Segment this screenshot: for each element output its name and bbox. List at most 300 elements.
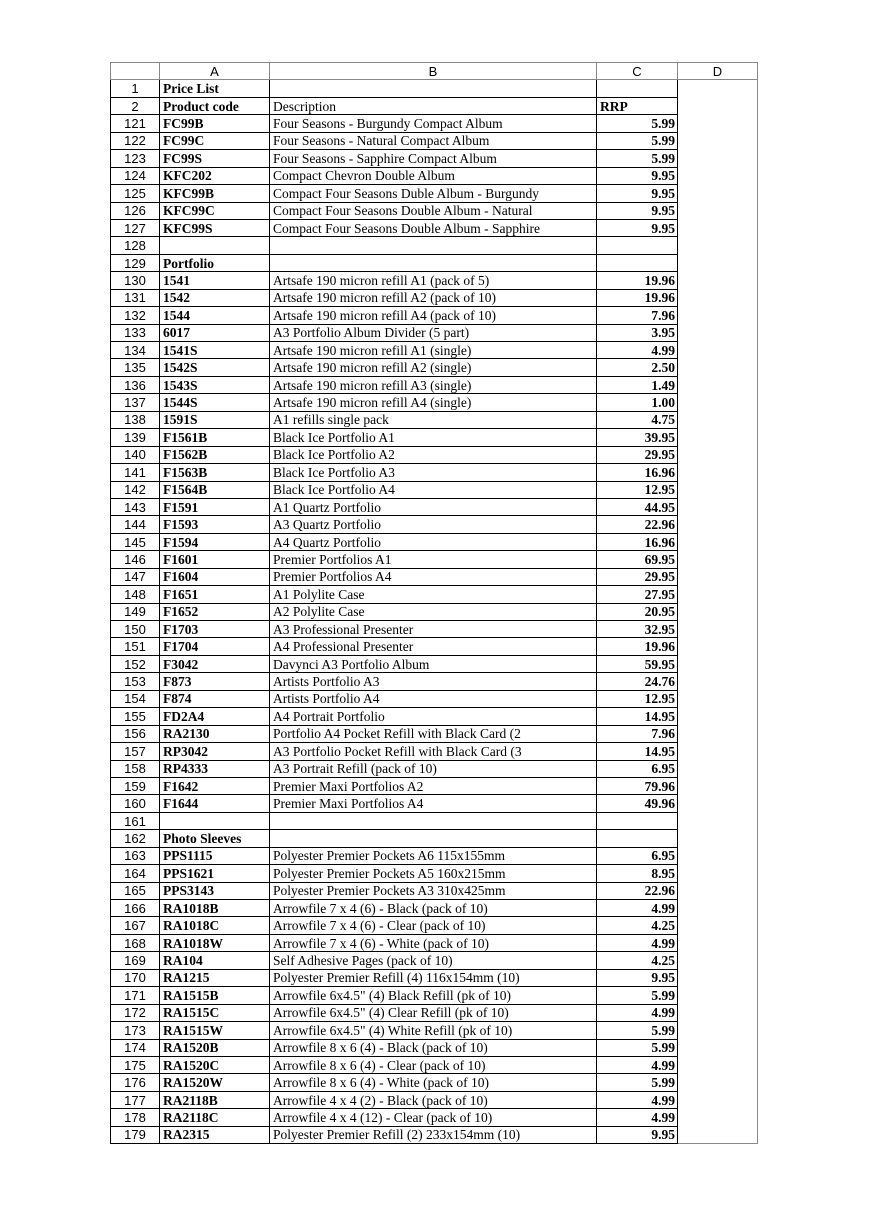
rrp-cell: 16.96 bbox=[597, 464, 678, 481]
row-number: 132 bbox=[111, 307, 160, 324]
row-number: 143 bbox=[111, 498, 160, 515]
sheet-body bbox=[111, 80, 758, 1144]
row-number: 166 bbox=[111, 900, 160, 917]
row-number: 136 bbox=[111, 376, 160, 393]
column-d-cell bbox=[678, 882, 758, 899]
description-cell: A2 Polylite Case bbox=[270, 603, 597, 620]
table-row bbox=[111, 376, 758, 393]
product-code-cell: RA1515C bbox=[160, 1004, 270, 1021]
description-cell: Polyester Premier Pockets A3 310x425mm bbox=[270, 882, 597, 899]
description-cell: A4 Quartz Portfolio bbox=[270, 533, 597, 550]
description-cell: Polyester Premier Refill (2) 233x154mm (10) bbox=[270, 1126, 597, 1143]
row-number: 140 bbox=[111, 446, 160, 463]
table-row bbox=[111, 533, 758, 550]
table-row bbox=[111, 760, 758, 777]
product-code-cell: KFC99S bbox=[160, 219, 270, 236]
product-code-cell: F1562B bbox=[160, 446, 270, 463]
product-code-cell: F874 bbox=[160, 690, 270, 707]
description-cell: Arrowfile 6x4.5" (4) Clear Refill (pk of 10) bbox=[270, 1004, 597, 1021]
column-d-cell bbox=[678, 847, 758, 864]
description-cell bbox=[270, 830, 597, 847]
product-code-cell: RA1515B bbox=[160, 987, 270, 1004]
row-number: 145 bbox=[111, 533, 160, 550]
product-code-cell: 1542S bbox=[160, 359, 270, 376]
product-code-cell: Portfolio bbox=[160, 254, 270, 271]
description-cell: Arrowfile 8 x 6 (4) - White (pack of 10) bbox=[270, 1074, 597, 1091]
rrp-cell: 5.99 bbox=[597, 115, 678, 132]
column-d-cell bbox=[678, 185, 758, 202]
row-number: 139 bbox=[111, 429, 160, 446]
row-number: 172 bbox=[111, 1004, 160, 1021]
table-row bbox=[111, 481, 758, 498]
column-d-cell bbox=[678, 324, 758, 341]
description-cell: Four Seasons - Sapphire Compact Album bbox=[270, 150, 597, 167]
product-code-cell: F1704 bbox=[160, 638, 270, 655]
product-code-cell: RP3042 bbox=[160, 743, 270, 760]
rrp-cell: 7.96 bbox=[597, 307, 678, 324]
row-number: 158 bbox=[111, 760, 160, 777]
column-d-cell bbox=[678, 760, 758, 777]
row-number: 169 bbox=[111, 952, 160, 969]
table-row bbox=[111, 342, 758, 359]
rrp-cell: 49.96 bbox=[597, 795, 678, 812]
column-d-cell bbox=[678, 568, 758, 585]
row-number: 154 bbox=[111, 690, 160, 707]
table-row bbox=[111, 446, 758, 463]
row-number: 152 bbox=[111, 655, 160, 672]
rrp-cell: 69.95 bbox=[597, 551, 678, 568]
table-row bbox=[111, 1004, 758, 1021]
rrp-cell: 8.95 bbox=[597, 865, 678, 882]
row-number: 123 bbox=[111, 150, 160, 167]
description-cell bbox=[270, 812, 597, 829]
column-d-cell bbox=[678, 429, 758, 446]
column-d-cell bbox=[678, 708, 758, 725]
column-d-cell bbox=[678, 551, 758, 568]
product-code-cell: RA2118C bbox=[160, 1109, 270, 1126]
description-cell: A1 refills single pack bbox=[270, 411, 597, 428]
table-row bbox=[111, 185, 758, 202]
rrp-cell: 2.50 bbox=[597, 359, 678, 376]
table-row bbox=[111, 638, 758, 655]
rrp-cell: 16.96 bbox=[597, 533, 678, 550]
description-cell: Portfolio A4 Pocket Refill with Black Card (2 bbox=[270, 725, 597, 742]
description-cell: A3 Portrait Refill (pack of 10) bbox=[270, 760, 597, 777]
rrp-cell: 14.95 bbox=[597, 743, 678, 760]
rrp-cell: 32.95 bbox=[597, 621, 678, 638]
description-cell: Premier Maxi Portfolios A2 bbox=[270, 777, 597, 794]
product-code-cell: RA104 bbox=[160, 952, 270, 969]
column-d-cell bbox=[678, 917, 758, 934]
table-row bbox=[111, 900, 758, 917]
rrp-cell: 29.95 bbox=[597, 446, 678, 463]
description-cell: Arrowfile 6x4.5" (4) Black Refill (pk of 10) bbox=[270, 987, 597, 1004]
table-row bbox=[111, 830, 758, 847]
table-row bbox=[111, 952, 758, 969]
table-row bbox=[111, 603, 758, 620]
rrp-cell: 19.96 bbox=[597, 638, 678, 655]
table-row bbox=[111, 307, 758, 324]
product-code-cell: RA2315 bbox=[160, 1126, 270, 1143]
description-cell: Premier Portfolios A1 bbox=[270, 551, 597, 568]
table-row bbox=[111, 219, 758, 236]
column-d-cell bbox=[678, 1126, 758, 1143]
table-row bbox=[111, 324, 758, 341]
row-number: 151 bbox=[111, 638, 160, 655]
column-d-cell bbox=[678, 952, 758, 969]
product-code-cell: 6017 bbox=[160, 324, 270, 341]
rrp-cell bbox=[597, 237, 678, 254]
row-number: 135 bbox=[111, 359, 160, 376]
description-cell: Four Seasons - Burgundy Compact Album bbox=[270, 115, 597, 132]
rrp-cell: 24.76 bbox=[597, 673, 678, 690]
column-d-cell bbox=[678, 307, 758, 324]
column-header-a: A bbox=[160, 63, 270, 80]
description-cell: Artsafe 190 micron refill A2 (single) bbox=[270, 359, 597, 376]
row-number: 174 bbox=[111, 1039, 160, 1056]
rrp-cell bbox=[597, 80, 678, 97]
product-code-cell: RA2130 bbox=[160, 725, 270, 742]
rrp-cell: 12.95 bbox=[597, 481, 678, 498]
rrp-cell: 4.99 bbox=[597, 934, 678, 951]
row-number: 147 bbox=[111, 568, 160, 585]
description-cell: A3 Portfolio Pocket Refill with Black Card (3 bbox=[270, 743, 597, 760]
product-code-cell: PPS3143 bbox=[160, 882, 270, 899]
table-row bbox=[111, 1091, 758, 1108]
product-code-cell: F1651 bbox=[160, 586, 270, 603]
table-row bbox=[111, 359, 758, 376]
product-code-cell: PPS1621 bbox=[160, 865, 270, 882]
column-d-cell bbox=[678, 812, 758, 829]
description-cell: A4 Portrait Portfolio bbox=[270, 708, 597, 725]
column-d-cell bbox=[678, 1074, 758, 1091]
row-number: 162 bbox=[111, 830, 160, 847]
rrp-cell bbox=[597, 830, 678, 847]
column-d-cell bbox=[678, 202, 758, 219]
product-code-cell: FD2A4 bbox=[160, 708, 270, 725]
row-number: 171 bbox=[111, 987, 160, 1004]
column-d-cell bbox=[678, 516, 758, 533]
rrp-cell: RRP bbox=[597, 97, 678, 114]
column-d-cell bbox=[678, 969, 758, 986]
description-cell: Arrowfile 6x4.5" (4) White Refill (pk of 10) bbox=[270, 1022, 597, 1039]
table-row bbox=[111, 80, 758, 97]
table-row bbox=[111, 777, 758, 794]
row-number: 122 bbox=[111, 132, 160, 149]
row-number: 142 bbox=[111, 481, 160, 498]
description-cell: Arrowfile 7 x 4 (6) - Clear (pack of 10) bbox=[270, 917, 597, 934]
table-row bbox=[111, 655, 758, 672]
description-cell: Polyester Premier Pockets A6 115x155mm bbox=[270, 847, 597, 864]
description-cell: Artists Portfolio A3 bbox=[270, 673, 597, 690]
rrp-cell: 6.95 bbox=[597, 847, 678, 864]
table-row bbox=[111, 934, 758, 951]
row-number: 148 bbox=[111, 586, 160, 603]
rrp-cell: 29.95 bbox=[597, 568, 678, 585]
product-code-cell: 1544S bbox=[160, 394, 270, 411]
product-code-cell: RA1018B bbox=[160, 900, 270, 917]
table-row bbox=[111, 289, 758, 306]
rrp-cell bbox=[597, 254, 678, 271]
rrp-cell: 5.99 bbox=[597, 132, 678, 149]
row-number: 121 bbox=[111, 115, 160, 132]
table-row bbox=[111, 464, 758, 481]
table-row bbox=[111, 621, 758, 638]
description-cell: Artsafe 190 micron refill A1 (single) bbox=[270, 342, 597, 359]
rrp-cell: 27.95 bbox=[597, 586, 678, 603]
table-row bbox=[111, 743, 758, 760]
description-cell: Compact Four Seasons Double Album - Sapphire bbox=[270, 219, 597, 236]
description-cell: Compact Chevron Double Album bbox=[270, 167, 597, 184]
rrp-cell: 4.99 bbox=[597, 1004, 678, 1021]
column-d-cell bbox=[678, 481, 758, 498]
table-row bbox=[111, 725, 758, 742]
table-row bbox=[111, 97, 758, 114]
row-number: 2 bbox=[111, 97, 160, 114]
product-code-cell: Price List bbox=[160, 80, 270, 97]
rrp-cell: 5.99 bbox=[597, 1022, 678, 1039]
rrp-cell: 22.96 bbox=[597, 516, 678, 533]
rrp-cell: 12.95 bbox=[597, 690, 678, 707]
rrp-cell: 7.96 bbox=[597, 725, 678, 742]
description-cell: Compact Four Seasons Double Album - Natural bbox=[270, 202, 597, 219]
column-d-cell bbox=[678, 115, 758, 132]
rrp-cell: 20.95 bbox=[597, 603, 678, 620]
row-number: 134 bbox=[111, 342, 160, 359]
product-code-cell: RA1215 bbox=[160, 969, 270, 986]
product-code-cell: KFC202 bbox=[160, 167, 270, 184]
description-cell: Compact Four Seasons Duble Album - Burgundy bbox=[270, 185, 597, 202]
price-list-sheet bbox=[110, 62, 758, 1144]
corner-cell bbox=[111, 63, 160, 80]
table-row bbox=[111, 673, 758, 690]
description-cell: Premier Portfolios A4 bbox=[270, 568, 597, 585]
row-number: 167 bbox=[111, 917, 160, 934]
column-d-cell bbox=[678, 533, 758, 550]
table-row bbox=[111, 987, 758, 1004]
description-cell bbox=[270, 254, 597, 271]
column-d-cell bbox=[678, 411, 758, 428]
product-code-cell: F1642 bbox=[160, 777, 270, 794]
column-header-d: D bbox=[678, 63, 758, 80]
description-cell: Black Ice Portfolio A4 bbox=[270, 481, 597, 498]
row-number: 177 bbox=[111, 1091, 160, 1108]
rrp-cell: 4.99 bbox=[597, 1091, 678, 1108]
description-cell: Four Seasons - Natural Compact Album bbox=[270, 132, 597, 149]
rrp-cell: 1.49 bbox=[597, 376, 678, 393]
product-code-cell: 1541S bbox=[160, 342, 270, 359]
table-row bbox=[111, 150, 758, 167]
product-code-cell: 1544 bbox=[160, 307, 270, 324]
rrp-cell: 22.96 bbox=[597, 882, 678, 899]
column-d-cell bbox=[678, 830, 758, 847]
table-row bbox=[111, 1126, 758, 1143]
row-number: 170 bbox=[111, 969, 160, 986]
product-code-cell: 1541 bbox=[160, 272, 270, 289]
column-d-cell bbox=[678, 586, 758, 603]
description-cell: Artsafe 190 micron refill A1 (pack of 5) bbox=[270, 272, 597, 289]
column-d-cell bbox=[678, 150, 758, 167]
product-code-cell: F1563B bbox=[160, 464, 270, 481]
column-d-cell bbox=[678, 289, 758, 306]
row-number: 128 bbox=[111, 237, 160, 254]
table-row bbox=[111, 1022, 758, 1039]
row-number: 1 bbox=[111, 80, 160, 97]
column-d-cell bbox=[678, 603, 758, 620]
table-row bbox=[111, 1039, 758, 1056]
row-number: 160 bbox=[111, 795, 160, 812]
description-cell bbox=[270, 80, 597, 97]
column-header-b: B bbox=[270, 63, 597, 80]
description-cell: Arrowfile 7 x 4 (6) - Black (pack of 10) bbox=[270, 900, 597, 917]
product-code-cell: RA1018W bbox=[160, 934, 270, 951]
rrp-cell: 39.95 bbox=[597, 429, 678, 446]
row-number: 150 bbox=[111, 621, 160, 638]
rrp-cell: 19.96 bbox=[597, 289, 678, 306]
row-number: 164 bbox=[111, 865, 160, 882]
column-d-cell bbox=[678, 254, 758, 271]
row-number: 156 bbox=[111, 725, 160, 742]
product-code-cell: F1594 bbox=[160, 533, 270, 550]
column-d-cell bbox=[678, 690, 758, 707]
description-cell bbox=[270, 237, 597, 254]
table-row bbox=[111, 882, 758, 899]
column-d-cell bbox=[678, 498, 758, 515]
rrp-cell: 6.95 bbox=[597, 760, 678, 777]
product-code-cell: F3042 bbox=[160, 655, 270, 672]
column-d-cell bbox=[678, 446, 758, 463]
column-d-cell bbox=[678, 1056, 758, 1073]
table-row bbox=[111, 795, 758, 812]
table-row bbox=[111, 516, 758, 533]
rrp-cell: 4.99 bbox=[597, 1056, 678, 1073]
description-cell: Self Adhesive Pages (pack of 10) bbox=[270, 952, 597, 969]
row-number: 138 bbox=[111, 411, 160, 428]
description-cell: Artsafe 190 micron refill A4 (pack of 10) bbox=[270, 307, 597, 324]
column-d-cell bbox=[678, 219, 758, 236]
column-d-cell bbox=[678, 132, 758, 149]
description-cell: Artsafe 190 micron refill A2 (pack of 10) bbox=[270, 289, 597, 306]
table-row bbox=[111, 202, 758, 219]
row-number: 126 bbox=[111, 202, 160, 219]
rrp-cell: 9.95 bbox=[597, 202, 678, 219]
product-code-cell: FC99B bbox=[160, 115, 270, 132]
column-d-cell bbox=[678, 272, 758, 289]
rrp-cell: 4.99 bbox=[597, 900, 678, 917]
description-cell: Arrowfile 7 x 4 (6) - White (pack of 10) bbox=[270, 934, 597, 951]
table-row bbox=[111, 865, 758, 882]
table-row bbox=[111, 690, 758, 707]
table-row bbox=[111, 708, 758, 725]
description-cell: Artsafe 190 micron refill A3 (single) bbox=[270, 376, 597, 393]
rrp-cell: 19.96 bbox=[597, 272, 678, 289]
column-d-cell bbox=[678, 865, 758, 882]
table-row bbox=[111, 272, 758, 289]
column-d-cell bbox=[678, 987, 758, 1004]
product-code-cell: FC99S bbox=[160, 150, 270, 167]
rrp-cell: 1.00 bbox=[597, 394, 678, 411]
row-number: 146 bbox=[111, 551, 160, 568]
rrp-cell: 3.95 bbox=[597, 324, 678, 341]
row-number: 157 bbox=[111, 743, 160, 760]
table-row bbox=[111, 812, 758, 829]
description-cell: Arrowfile 4 x 4 (2) - Black (pack of 10) bbox=[270, 1091, 597, 1108]
description-cell: Black Ice Portfolio A2 bbox=[270, 446, 597, 463]
description-cell: Arrowfile 8 x 6 (4) - Clear (pack of 10) bbox=[270, 1056, 597, 1073]
rrp-cell: 79.96 bbox=[597, 777, 678, 794]
product-code-cell: F1601 bbox=[160, 551, 270, 568]
column-d-cell bbox=[678, 777, 758, 794]
row-number: 179 bbox=[111, 1126, 160, 1143]
rrp-cell: 9.95 bbox=[597, 219, 678, 236]
product-code-cell: RA1520W bbox=[160, 1074, 270, 1091]
row-number: 163 bbox=[111, 847, 160, 864]
row-number: 155 bbox=[111, 708, 160, 725]
description-cell: Polyester Premier Refill (4) 116x154mm (10) bbox=[270, 969, 597, 986]
product-code-cell: F873 bbox=[160, 673, 270, 690]
column-d-cell bbox=[678, 80, 758, 97]
description-cell: A1 Polylite Case bbox=[270, 586, 597, 603]
row-number: 133 bbox=[111, 324, 160, 341]
table-row bbox=[111, 568, 758, 585]
column-header-c: C bbox=[597, 63, 678, 80]
product-code-cell: F1703 bbox=[160, 621, 270, 638]
description-cell: A1 Quartz Portfolio bbox=[270, 498, 597, 515]
column-d-cell bbox=[678, 638, 758, 655]
table-row bbox=[111, 551, 758, 568]
table-row bbox=[111, 1074, 758, 1091]
column-d-cell bbox=[678, 1091, 758, 1108]
description-cell: Premier Maxi Portfolios A4 bbox=[270, 795, 597, 812]
rrp-cell: 5.99 bbox=[597, 987, 678, 1004]
description-cell: Description bbox=[270, 97, 597, 114]
row-number: 161 bbox=[111, 812, 160, 829]
column-d-cell bbox=[678, 725, 758, 742]
description-cell: A4 Professional Presenter bbox=[270, 638, 597, 655]
description-cell: Arrowfile 8 x 6 (4) - Black (pack of 10) bbox=[270, 1039, 597, 1056]
rrp-cell: 4.25 bbox=[597, 917, 678, 934]
table-row bbox=[111, 132, 758, 149]
product-code-cell: FC99C bbox=[160, 132, 270, 149]
table-row bbox=[111, 237, 758, 254]
column-d-cell bbox=[678, 673, 758, 690]
row-number: 125 bbox=[111, 185, 160, 202]
description-cell: Artists Portfolio A4 bbox=[270, 690, 597, 707]
column-d-cell bbox=[678, 1039, 758, 1056]
table-row bbox=[111, 847, 758, 864]
product-code-cell: 1543S bbox=[160, 376, 270, 393]
table-row bbox=[111, 411, 758, 428]
row-number: 131 bbox=[111, 289, 160, 306]
product-code-cell: F1652 bbox=[160, 603, 270, 620]
rrp-cell: 5.99 bbox=[597, 150, 678, 167]
product-code-cell: PPS1115 bbox=[160, 847, 270, 864]
description-cell: A3 Portfolio Album Divider (5 part) bbox=[270, 324, 597, 341]
row-number: 175 bbox=[111, 1056, 160, 1073]
row-number: 127 bbox=[111, 219, 160, 236]
rrp-cell bbox=[597, 812, 678, 829]
row-number: 165 bbox=[111, 882, 160, 899]
product-code-cell: RA1515W bbox=[160, 1022, 270, 1039]
product-code-cell: RA1018C bbox=[160, 917, 270, 934]
product-code-cell: RP4333 bbox=[160, 760, 270, 777]
column-header-row bbox=[111, 63, 758, 80]
column-d-cell bbox=[678, 621, 758, 638]
rrp-cell: 9.95 bbox=[597, 167, 678, 184]
product-code-cell: KFC99B bbox=[160, 185, 270, 202]
product-code-cell: 1542 bbox=[160, 289, 270, 306]
table-row bbox=[111, 1109, 758, 1126]
